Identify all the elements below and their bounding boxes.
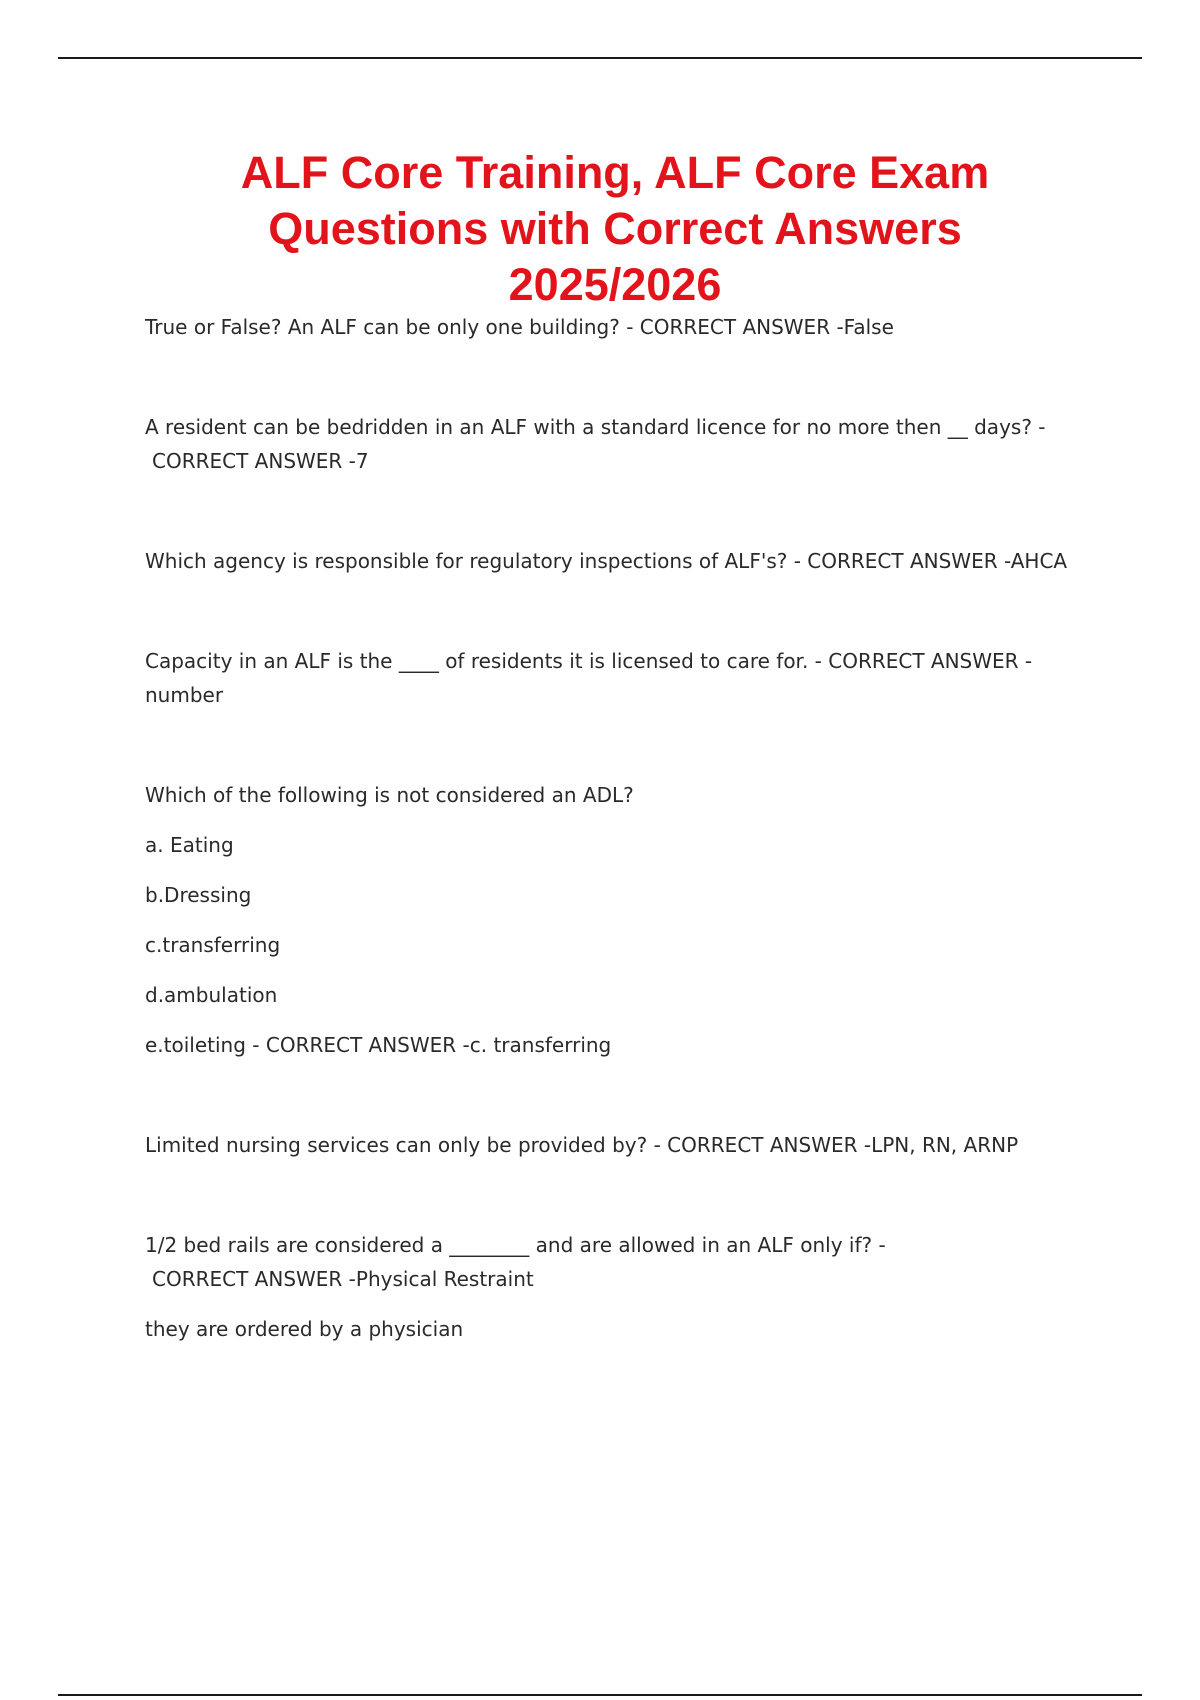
qa-7-line-1: 1/2 bed rails are considered a ________ and are allowed in an ALF only if? - <box>145 1233 886 1257</box>
qa-5-option-d: d.ambulation <box>145 983 278 1007</box>
title-line-1: ALF Core Training, ALF Core Exam <box>240 147 990 198</box>
qa-1-line-1: True or False? An ALF can be only one building? - CORRECT ANSWER -False <box>145 315 894 339</box>
qa-7-line-2: CORRECT ANSWER -Physical Restraint <box>152 1267 534 1291</box>
qa-3-line-1: Which agency is responsible for regulatory inspections of ALF's? - CORRECT ANSWER -AHCA <box>145 549 1068 573</box>
qa-6-line-1: Limited nursing services can only be provided by? - CORRECT ANSWER -LPN, RN, ARNP <box>145 1133 1019 1157</box>
document-title <box>150 145 1080 313</box>
qa-7-extra: they are ordered by a physician <box>145 1317 464 1341</box>
qa-item-2 <box>145 410 1075 478</box>
title-line-2: Questions with Correct Answers <box>268 203 962 254</box>
top-rule <box>58 57 1142 59</box>
qa-5-option-e: e.toileting - CORRECT ANSWER -c. transferring <box>145 1033 612 1057</box>
qa-5-option-c: c.transferring <box>145 933 281 957</box>
qa-5-option-b: b.Dressing <box>145 883 252 907</box>
qa-5-option-a: a. Eating <box>145 833 234 857</box>
qa-item-6 <box>145 1128 1075 1162</box>
qa-item-1 <box>145 310 1075 344</box>
qa-item-4 <box>145 644 1075 712</box>
qa-2-line-2: CORRECT ANSWER -7 <box>152 449 369 473</box>
qa-4-line-1: Capacity in an ALF is the ____ of residents it is licensed to care for. - CORRECT ANSWER - <box>145 649 1033 673</box>
bottom-rule <box>58 1694 1142 1696</box>
qa-2-line-1: A resident can be bedridden in an ALF with a standard licence for no more then __ days? - <box>145 415 1046 439</box>
qa-4-line-2: number <box>145 683 224 707</box>
title-line-3: 2025/2026 <box>508 259 722 310</box>
qa-5-question: Which of the following is not considered an ADL? <box>145 783 634 807</box>
qa-item-3 <box>145 544 1075 578</box>
qa-content <box>145 310 1075 1346</box>
qa-item-5 <box>145 778 1075 1062</box>
qa-item-7 <box>145 1228 1075 1346</box>
